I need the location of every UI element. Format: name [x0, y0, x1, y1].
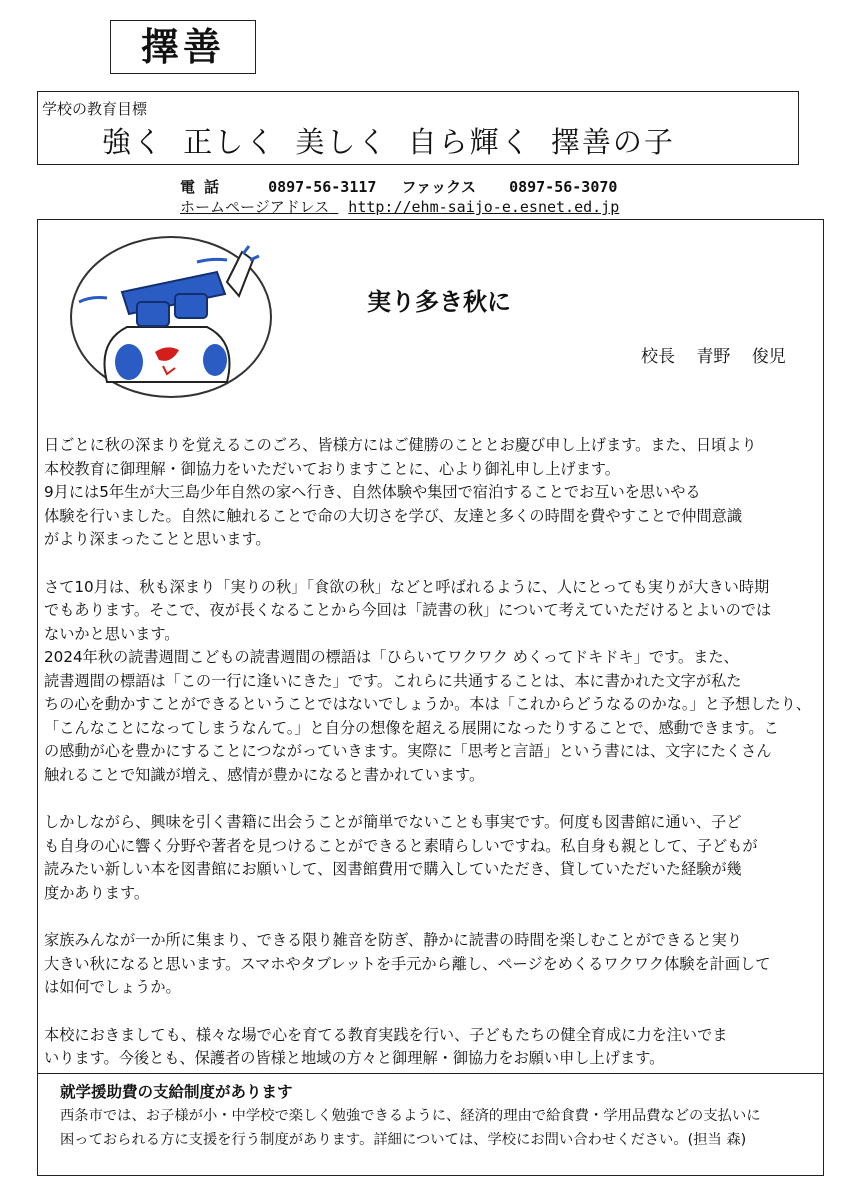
- body-line: ちの心を動かすことができるということではないでしょうか。本は「これからどうなるのかな。」と予想したり、: [44, 695, 811, 713]
- phone-number: 0897-56-3117: [268, 178, 377, 196]
- support-text: [60, 1105, 820, 1152]
- paragraph-gap: [44, 1000, 816, 1024]
- body-line: 「こんなことになってしまうなんて。」と自分の想像を超える展開になったりすることで、感動できます。こ: [44, 718, 779, 737]
- body-line: 読みたい新しい本を図書館にお願いして、図書館費用で購入していただき、貸していただいた経験が幾: [44, 860, 742, 878]
- article-title: 実り多き秋に: [367, 288, 511, 316]
- support-line: 困っておられる方に支援を行う制度があります。詳細については、学校にお問い合わせください。(担当 森): [60, 1131, 747, 1148]
- body-line: 読書週間の標語は「この一行に逢いにきた」です。これらに共通することは、本に書かれた文字が私た: [44, 671, 742, 690]
- body-line: 9月には5年生が大三島少年自然の家へ行き、自然体験や集団で宿泊することでお互いを思いやる: [44, 483, 701, 501]
- homepage-label: ホームページアドレス: [180, 198, 330, 216]
- body-line: 2024年秋の読書週間こどもの読書週間の標語は「ひらいてワクワク めくってドキドキ」です。また、: [44, 648, 739, 666]
- body-line: 本校教育に御理解・御協力をいただいておりますことに、心より御礼申し上げます。: [44, 459, 620, 478]
- goal-label: 学校の教育目標: [42, 100, 148, 118]
- contact-line: [180, 176, 623, 197]
- body-line: しかしながら、興味を引く書籍に出会うことが簡単でないことも事実です。何度も図書館に通い、子ど: [44, 813, 742, 831]
- fax-label: ファックス: [401, 178, 477, 196]
- body-line: 日ごとに秋の深まりを覚えるこのごろ、皆様方にはご健勝のこととお慶び申し上げます。また、日頃より: [44, 436, 757, 454]
- title-box: [110, 20, 256, 74]
- school-name: 擇善: [140, 24, 225, 69]
- body-line: 大きい秋になると思います。スマホやタブレットを手元から離し、ページをめくるワクワク体験を計画して: [44, 954, 771, 973]
- body-line: 触れることで知識が増え、感情が豊かになると書かれています。: [44, 765, 485, 784]
- author-name: 校長 青野 俊児: [641, 347, 786, 367]
- support-divider: [37, 1073, 824, 1074]
- body-line: さて10月は、秋も深まり「実りの秋」「食欲の秋」などと呼ばれるように、人にとっても実りが大きい時期: [44, 577, 770, 596]
- goal-text: 強く 正しく 美しく 自ら輝く 擇善の子: [102, 125, 675, 159]
- body-line: 度かあります。: [44, 883, 150, 902]
- body-line: がより深まったことと思います。: [44, 530, 271, 548]
- body-line: も自身の心に響く分野や著者を見つけることができると素晴らしいですね。私自身も親として、子どもが: [44, 836, 758, 855]
- mascot-icon: [67, 232, 277, 402]
- paragraph-gap: [44, 787, 816, 811]
- homepage-url[interactable]: http://ehm-saijo-e.esnet.ed.jp: [348, 198, 620, 216]
- fax-number: 0897-56-3070: [509, 178, 618, 196]
- body-line: は如何でしょうか。: [44, 978, 181, 996]
- body-line: でもあります。そこで、夜が長くなることから今回は「読書の秋」について考えていただけるとよいのでは: [44, 601, 772, 619]
- body-line: 体験を行いました。自然に触れることで命の大切さを学び、友達と多くの時間を費やすことで仲間意識: [44, 506, 743, 525]
- support-title: 就学援助費の支給制度があります: [60, 1083, 293, 1101]
- body-line: の感動が心を豊かにすることにつながっていきます。実際に「思考と言語」という書には、文字にたくさん: [44, 742, 772, 760]
- body-line: いります。今後とも、保護者の皆様と地域の方々と御理解・御協力をお願い申し上げます。: [44, 1049, 665, 1067]
- body-line: ないかと思います。: [44, 624, 180, 643]
- article-body: [44, 434, 816, 1071]
- body-line: 本校におきましても、様々な場で心を育てる教育実践を行い、子どもたちの健全育成に力を注いでま: [44, 1025, 728, 1044]
- homepage-line[interactable]: [180, 196, 619, 217]
- paragraph-gap: [44, 552, 816, 576]
- paragraph-gap: [44, 905, 816, 929]
- support-line: 西条市では、お子様が小・中学校で楽しく勉強できるように、経済的理由で給食費・学用品費などの支払いに: [60, 1108, 761, 1124]
- body-line: 家族みんなが一か所に集まり、できる限り雑音を防ぎ、静かに読書の時間を楽しむことができると実り: [44, 931, 743, 949]
- phone-label: 電 話: [180, 178, 220, 196]
- education-goal-box: [37, 91, 799, 165]
